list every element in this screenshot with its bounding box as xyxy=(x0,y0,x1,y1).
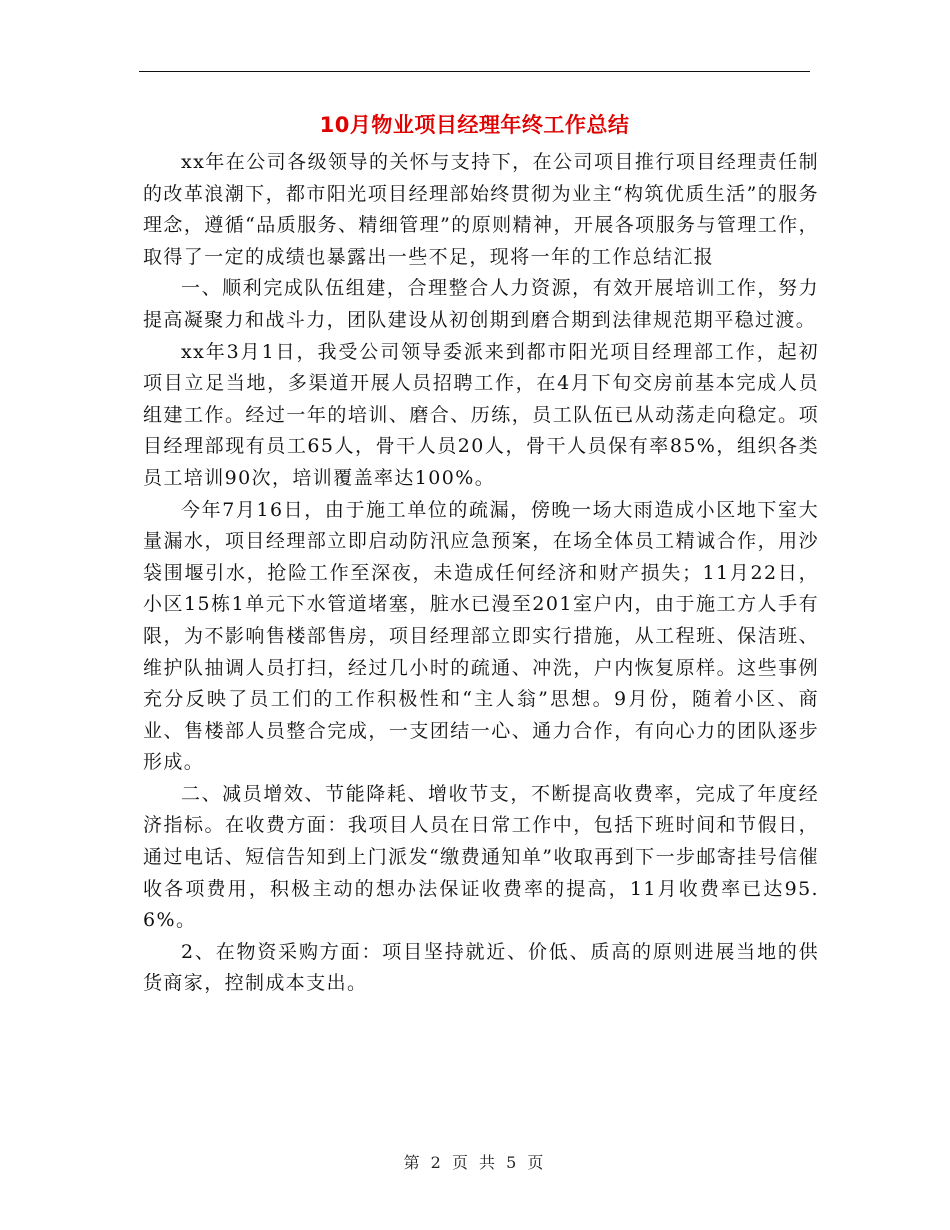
document-body xyxy=(143,147,819,1000)
paragraph-intro: xx年在公司各级领导的关怀与支持下，在公司项目推行项目经理责任制的改革浪潮下，都市阳光项目经理部始终贯彻为业主“构筑优质生活”的服务理念，遵循“品质服务、精细管理”的原则精神，开展各项服务与管理工作，取得了一定的成绩也暴露出一些不足，现将一年的工作总结汇报 xyxy=(143,151,819,268)
paragraph-emergency-events: 今年7月16日，由于施工单位的疏漏，傍晚一场大雨造成小区地下室大量漏水，项目经理部立即启动防汛应急预案，在场全体员工精诚合作，用沙袋围堰引水，抢险工作至深夜，未造成任何经济和财产损失；11月22日，小区15栋1单元下水管道堵塞，脏水已漫至201室户内，由于施工方人手有限，为不影响售楼部售房，项目经理部立即实行措施，从工程班、保洁班、维护队抽调人员打扫，经过几小时的疏通、冲洗，户内恢复原样。这些事例充分反映了员工们的工作积极性和“主人翁”思想。9月份，随着小区、商业、售楼部人员整合完成，一支团结一心、通力合作，有向心力的团队逐步形成。 xyxy=(143,498,819,774)
document-title: 10月物业项目经理年终工作总结 xyxy=(319,113,630,137)
header-rule xyxy=(139,71,810,72)
paragraph-staffing: xx年3月1日，我受公司领导委派来到都市阳光项目经理部工作，起初项目立足当地，多渠道开展人员招聘工作，在4月下旬交房前基本完成人员组建工作。经过一年的培训、磨合、历练，员工队伍已从动荡走向稳定。项目经理部现有员工65人，骨干人员20人，骨干人员保有率85%，组织各类员工培训90次，培训覆盖率达100%。 xyxy=(143,340,819,489)
paragraph-section-2-fees: 二、减员增效、节能降耗、增收节支，不断提高收费率，完成了年度经济指标。在收费方面：我项目人员在日常工作中，包括下班时间和节假日，通过电话、短信告知到上门派发“缴费通知单”收取再到下一步邮寄挂号信催收各项费用，积极主动的想办法保证收费率的提高，11月收费率已达95.6%。 xyxy=(143,782,819,932)
page-number-footer: 第 2 页 共 5 页 xyxy=(403,1153,547,1172)
paragraph-section-1-heading: 一、顺利完成队伍组建，合理整合人力资源，有效开展培训工作，努力提高凝聚力和战斗力，团队建设从初创期到磨合期到法律规范期平稳过渡。 xyxy=(143,277,819,331)
paragraph-procurement: 2、在物资采购方面：项目坚持就近、价低、质高的原则进展当地的供货商家，控制成本支出。 xyxy=(143,940,819,995)
